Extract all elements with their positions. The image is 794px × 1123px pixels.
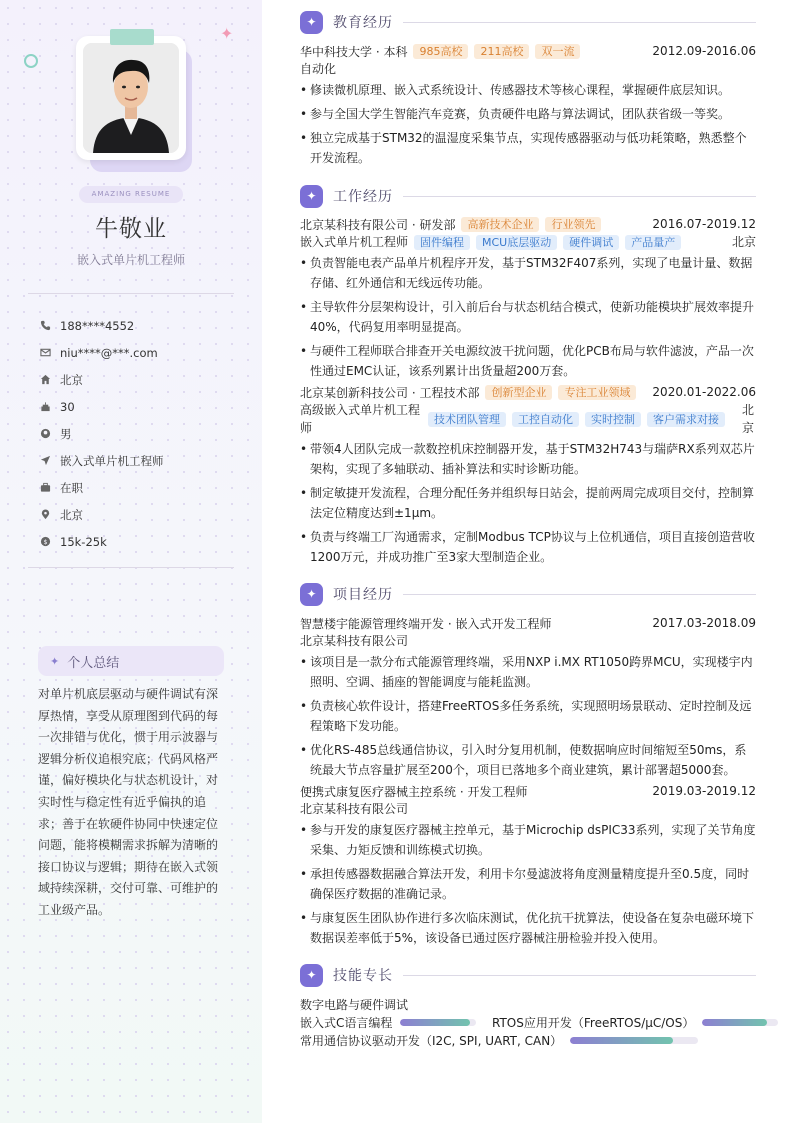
- list-item: • 制定敏捷开发流程，合理分配任务并组织每日站会，提前两周完成项目交付，控制算法定位精度达到±1μm。: [300, 483, 756, 523]
- list-item: • 参与开发的康复医疗器械主控单元，基于Microchip dsPIC33系列，实现了关节角度采集、力矩反馈和训练模式切换。: [300, 820, 756, 860]
- project-name: 智慧楼宇能源管理终端开发 · 嵌入式开发工程师: [300, 616, 552, 631]
- education-bullets: [300, 80, 756, 168]
- section-education-header: [300, 10, 756, 34]
- list-item: • 参与全国大学生智能汽车竞赛，负责硬件电路与算法调试，团队获省级一等奖。: [300, 104, 756, 124]
- contact-email: niu****@***.com: [40, 339, 164, 366]
- project-bullets: [300, 820, 756, 948]
- work-entry: [300, 215, 756, 385]
- profile-photo-frame: [76, 36, 186, 160]
- candidate-role: 嵌入式单片机工程师: [76, 253, 185, 267]
- contact-list: [40, 312, 164, 555]
- work-date: 2020.01-2022.06: [652, 385, 756, 399]
- send-icon: [40, 455, 52, 467]
- school-tag: 双一流: [535, 44, 580, 59]
- section-rule: [403, 975, 756, 976]
- section-title: 项目经历: [333, 587, 393, 603]
- project-entry: [300, 782, 756, 952]
- sparkle-icon: ✦: [300, 583, 323, 606]
- skill-tag: MCU底层驱动: [476, 235, 557, 250]
- company-name: 北京某科技有限公司 · 研发部: [300, 217, 456, 232]
- contact-phone: 188****4552: [40, 312, 164, 339]
- contact-salary: $ 15k-25k: [40, 528, 164, 555]
- skills-list: [300, 995, 756, 1049]
- section-title: 教育经历: [333, 15, 393, 31]
- avatar: [83, 43, 179, 153]
- list-item: • 承担传感器数据融合算法开发，利用卡尔曼滤波将角度测量精度提升至0.5度，同时确保医疗数据的准确记录。: [300, 864, 756, 904]
- skill-tag: 工控自动化: [512, 412, 579, 427]
- list-item: • 该项目是一款分布式能源管理终端，采用NXP i.MX RT1050跨界MCU，实现楼宇内照明、空调、插座的智能调度与能耗监测。: [300, 652, 756, 692]
- list-item: • 优化RS-485总线通信协议，引入时分复用机制，使数据响应时间缩短至50ms，系统最大节点容量扩展至200个，项目已落地多个商业建筑，累计部署超5000套。: [300, 740, 756, 780]
- project-date: 2017.03-2018.09: [652, 616, 756, 630]
- list-item: • 负责核心软件设计，搭建FreeRTOS多任务系统，实现照明场景联动、定时控制及远程策略下发功能。: [300, 696, 756, 736]
- sparkle-icon: ✦: [50, 654, 60, 668]
- skill-heading: 数字电路与硬件调试: [300, 997, 409, 1012]
- home-icon: [40, 374, 52, 386]
- section-rule: [403, 196, 756, 197]
- cake-icon: [40, 401, 52, 413]
- phone-icon: [40, 320, 52, 332]
- sparkle-icon: ✦: [300, 964, 323, 987]
- company-tag: 高新技术企业: [461, 217, 539, 232]
- education-entry: [300, 42, 756, 172]
- list-item: • 负责与终端工厂沟通需求，定制Modbus TCP协议与上位机通信，项目直接创造营收1200万元，并成功推广至3家大型制造企业。: [300, 527, 756, 567]
- skill-tag: 固件编程: [414, 235, 470, 250]
- skill-tag: 技术团队管理: [428, 412, 506, 427]
- sparkle-icon: ✦: [300, 11, 323, 34]
- skill-tag: 硬件调试: [563, 235, 619, 250]
- contact-gender: 男: [40, 420, 164, 447]
- section-skills-header: [300, 963, 756, 987]
- company-tag: 专注工业领域: [558, 385, 636, 400]
- project-org: 北京某科技有限公司: [300, 634, 409, 648]
- decorative-ring: [24, 54, 38, 68]
- job-location: 北京: [731, 235, 756, 249]
- candidate-name: 牛敬业: [95, 216, 167, 242]
- list-item: • 带领4人团队完成一款数控机床控制器开发，基于STM32H743与瑞萨RX系列双芯片架构，实现了多轴联动、插补算法和实时诊断功能。: [300, 439, 756, 479]
- list-item: • 与硬件工程师联合排查开关电源纹波干扰问题，优化PCB布局与软件滤波，产品一次性通过EMC认证，该系列累计出货量超200万套。: [300, 341, 756, 381]
- company-tag: 行业领先: [545, 217, 601, 232]
- company-name: 北京某创新科技公司 · 工程技术部: [300, 385, 480, 400]
- skill-level-bar: [570, 1037, 698, 1044]
- divider: [28, 567, 234, 568]
- work-entry: [300, 383, 756, 571]
- section-title: 技能专长: [333, 968, 393, 984]
- briefcase-icon: [40, 482, 52, 494]
- major: 自动化: [300, 62, 337, 76]
- work-bullets: [300, 439, 756, 567]
- mail-icon: [40, 347, 52, 359]
- project-name: 便携式康复医疗器械主控系统 · 开发工程师: [300, 784, 528, 799]
- svg-text:$: $: [43, 537, 48, 546]
- sidebar: [0, 0, 262, 1123]
- list-item: • 独立完成基于STM32的温湿度采集节点，实现传感器驱动与低功耗策略，熟悉整个开发流程。: [300, 128, 756, 168]
- list-item: • 修读微机原理、嵌入式系统设计、传感器技术等核心课程，掌握硬件底层知识。: [300, 80, 756, 100]
- work-date: 2016.07-2019.12: [652, 217, 756, 231]
- skill-tag: 客户需求对接: [647, 412, 725, 427]
- contact-location: 北京: [40, 501, 164, 528]
- job-position: 高级嵌入式单片机工程师: [300, 403, 421, 435]
- job-position: 嵌入式单片机工程师: [300, 235, 409, 249]
- contact-home: 北京: [40, 366, 164, 393]
- sparkle-icon: ✦: [300, 185, 323, 208]
- project-entry: [300, 614, 756, 784]
- list-item: • 与康复医生团队协作进行多次临床测试，优化抗干扰算法，使设备在复杂电磁环境下数据误差率低于5%，该设备已通过医疗器械注册检验并投入使用。: [300, 908, 756, 948]
- location-icon: [40, 509, 52, 521]
- skill-level-bar: [702, 1019, 778, 1026]
- section-rule: [403, 22, 756, 23]
- contact-age: 30: [40, 393, 164, 420]
- section-rule: [403, 594, 756, 595]
- project-bullets: [300, 652, 756, 780]
- school-tag: 985高校: [413, 44, 468, 59]
- skill-name: 常用通信协议驱动开发（I2C, SPI, UART, CAN）: [300, 1033, 563, 1048]
- skill-tag: 实时控制: [585, 412, 641, 427]
- skill-name: 嵌入式C语言编程: [300, 1015, 393, 1030]
- tagline-badge: AMAZING RESUME: [79, 186, 183, 203]
- skill-tag: 产品量产: [625, 235, 681, 250]
- section-projects-header: [300, 582, 756, 606]
- list-item: • 负责智能电表产品单片机程序开发，基于STM32F407系列，实现了电量计量、数据存储、红外通信和无线远传功能。: [300, 253, 756, 293]
- gender-icon: [40, 428, 52, 440]
- job-location: 北京: [742, 403, 755, 435]
- project-org: 北京某科技有限公司: [300, 802, 409, 816]
- contact-status: 在职: [40, 474, 164, 501]
- summary-title: 个人总结: [67, 655, 120, 671]
- photo-tape: [110, 29, 154, 45]
- school-tag: 211高校: [474, 44, 529, 59]
- summary-text: 对单片机底层驱动与硬件调试有深厚热情，享受从原理图到代码的每一次排错与优化，惯于用示波器与逻辑分析仪追根究底；代码风格严谨，偏好模块化与状态机设计，对实时性与稳定性有近乎偏执的追求；善于在软硬件协同中快速定位问题，能将模糊需求拆解为清晰的接口协议与逻辑；期待在嵌入式领域持续深耕，交付可靠、可维护的工业级产品。: [38, 687, 219, 917]
- project-date: 2019.03-2019.12: [652, 784, 756, 798]
- summary-header: [38, 646, 224, 676]
- skill-name: RTOS应用开发（FreeRTOS/μC/OS）: [492, 1015, 695, 1030]
- education-date: 2012.09-2016.06: [652, 44, 756, 58]
- skill-level-bar: [400, 1019, 476, 1026]
- sparkle-icon: ✦: [220, 24, 234, 43]
- school-name: 华中科技大学 · 本科: [300, 44, 408, 59]
- company-tag: 创新型企业: [485, 385, 552, 400]
- list-item: • 主导软件分层架构设计，引入前后台与状态机结合模式，使新功能模块扩展效率提升40%，代码复用率明显提高。: [300, 297, 756, 337]
- section-work-header: [300, 184, 756, 208]
- work-bullets: [300, 253, 756, 381]
- section-title: 工作经历: [333, 189, 393, 205]
- contact-target-role: 嵌入式单片机工程师: [40, 447, 164, 474]
- divider: [28, 293, 234, 294]
- salary-icon: [40, 536, 52, 548]
